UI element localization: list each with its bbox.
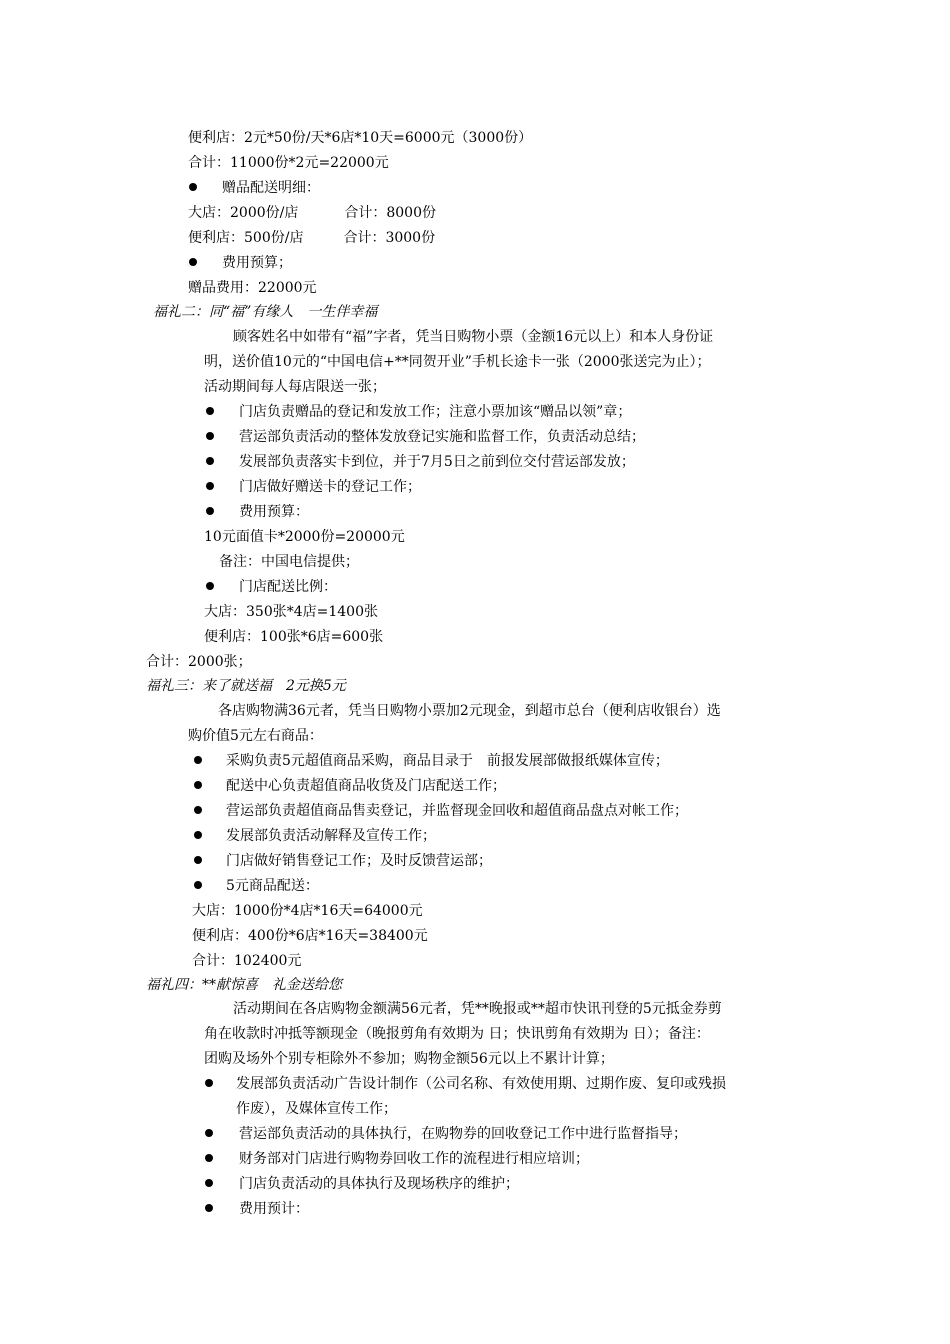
text-line: 合计：102400元: [192, 953, 302, 969]
bullet-text: 赠品配送明细：: [222, 180, 320, 196]
conv-store-label: 便利店：500份/店: [188, 230, 304, 246]
bullet-icon: [205, 1154, 213, 1162]
bullet-icon: [194, 806, 202, 814]
text-line: 大店：350张*4店=1400张: [204, 604, 378, 620]
bullet-text: 营运部负责超值商品售卖登记，并监督现金回收和超值商品盘点对帐工作；: [226, 803, 688, 819]
bullet-icon: [189, 183, 197, 191]
conv-store-total: 合计：3000份: [343, 230, 436, 246]
bullet-text: 5元商品配送：: [226, 878, 319, 894]
text-line: 10元面值卡*2000份=20000元: [204, 529, 405, 545]
bullet-icon: [206, 582, 214, 590]
bullet-icon: [205, 1079, 213, 1087]
bullet-text: 发展部负责活动解释及宣传工作；: [226, 828, 436, 844]
bullet-text: 费用预计：: [239, 1201, 309, 1217]
text-line: 大店：1000份*4店*16天=64000元: [192, 903, 423, 919]
paragraph-line: 明，送价值10元的“中国电信+**同贺开业”手机长途卡一张（2000张送完为止）；: [204, 354, 711, 370]
bullet-text: 营运部负责活动的具体执行，在购物券的回收登记工作中进行监督指导；: [239, 1126, 687, 1142]
bullet-text: 门店负责赠品的登记和发放工作；注意小票加该“赠品以领”章；: [239, 404, 632, 420]
bullet-icon: [194, 756, 202, 764]
bullet-icon: [206, 507, 214, 515]
bullet-text: 采购负责5元超值商品采购，商品目录于 前报发展部做报纸媒体宣传；: [226, 753, 669, 769]
bullet-text: 营运部负责活动的整体发放登记实施和监督工作，负责活动总结；: [239, 429, 645, 445]
paragraph-line: 角在收款时冲抵等额现金（晚报剪角有效期为 日；快讯剪角有效期为 日）；备注：: [204, 1026, 710, 1042]
bullet-icon: [206, 482, 214, 490]
section-heading: 福礼二：同“福”有缘人 一生伴幸福: [153, 304, 378, 320]
bullet-text: 费用预算：: [239, 504, 309, 520]
paragraph-line: 活动期间在各店购物金额满56元者，凭**晚报或**超市快讯刊登的5元抵金券剪: [233, 1001, 722, 1017]
paragraph-line: 活动期间每人每店限送一张；: [204, 379, 386, 395]
bullet-text: 作废），及媒体宣传工作；: [236, 1101, 397, 1117]
bullet-text: 财务部对门店进行购物券回收工作的流程进行相应培训；: [239, 1151, 589, 1167]
bullet-icon: [194, 781, 202, 789]
bullet-icon: [206, 407, 214, 415]
bullet-icon: [205, 1204, 213, 1212]
big-store-total: 合计：8000份: [344, 205, 436, 221]
bullet-icon: [206, 432, 214, 440]
bullet-text: 门店做好销售登记工作；及时反馈营运部；: [226, 853, 492, 869]
bullet-icon: [194, 831, 202, 839]
bullet-icon: [206, 457, 214, 465]
bullet-icon: [194, 856, 202, 864]
text-line: [188, 204, 436, 222]
bullet-icon: [205, 1129, 213, 1137]
bullet-icon: [194, 881, 202, 889]
text-line: 备注：中国电信提供；: [219, 554, 359, 570]
paragraph-line: 购价值5元左右商品：: [188, 728, 323, 744]
text-line: 赠品费用：22000元: [188, 280, 317, 296]
text-line: 便利店：100张*6店=600张: [204, 629, 384, 645]
big-store-label: 大店：2000份/店: [188, 205, 299, 221]
section-heading: 福礼四：**献惊喜 礼金送给您: [146, 977, 342, 993]
bullet-text: 门店负责活动的具体执行及现场秩序的维护；: [239, 1176, 519, 1192]
bullet-text: 配送中心负责超值商品收货及门店配送工作；: [226, 778, 506, 794]
text-line: 合计：2000张；: [146, 654, 252, 670]
bullet-icon: [205, 1179, 213, 1187]
paragraph-line: 各店购物满36元者，凭当日购物小票加2元现金，到超市总台（便利店收银台）选: [218, 703, 721, 719]
paragraph-line: 团购及场外个别专柜除外不参加；购物金额56元以上不累计计算；: [204, 1051, 614, 1067]
bullet-text: 门店配送比例：: [239, 579, 337, 595]
text-line: 便利店：2元*50份/天*6店*10天=6000元（3000份）: [188, 130, 533, 146]
bullet-text: 发展部负责活动广告设计制作（公司名称、有效使用期、过期作废、复印或残损: [236, 1076, 726, 1092]
bullet-icon: [189, 258, 197, 266]
bullet-text: 门店做好赠送卡的登记工作；: [239, 479, 421, 495]
bullet-text: 费用预算；: [222, 255, 292, 271]
section-heading: 福礼三：来了就送福 2元换5元: [146, 678, 346, 694]
paragraph-line: 顾客姓名中如带有“福”字者，凭当日购物小票（金额16元以上）和本人身份证: [233, 329, 714, 345]
text-line: 合计：11000份*2元=22000元: [188, 155, 389, 171]
bullet-text: 发展部负责落实卡到位，并于7月5日之前到位交付营运部发放；: [239, 454, 635, 470]
text-line: [188, 229, 435, 247]
text-line: 便利店：400份*6店*16天=38400元: [192, 928, 428, 944]
